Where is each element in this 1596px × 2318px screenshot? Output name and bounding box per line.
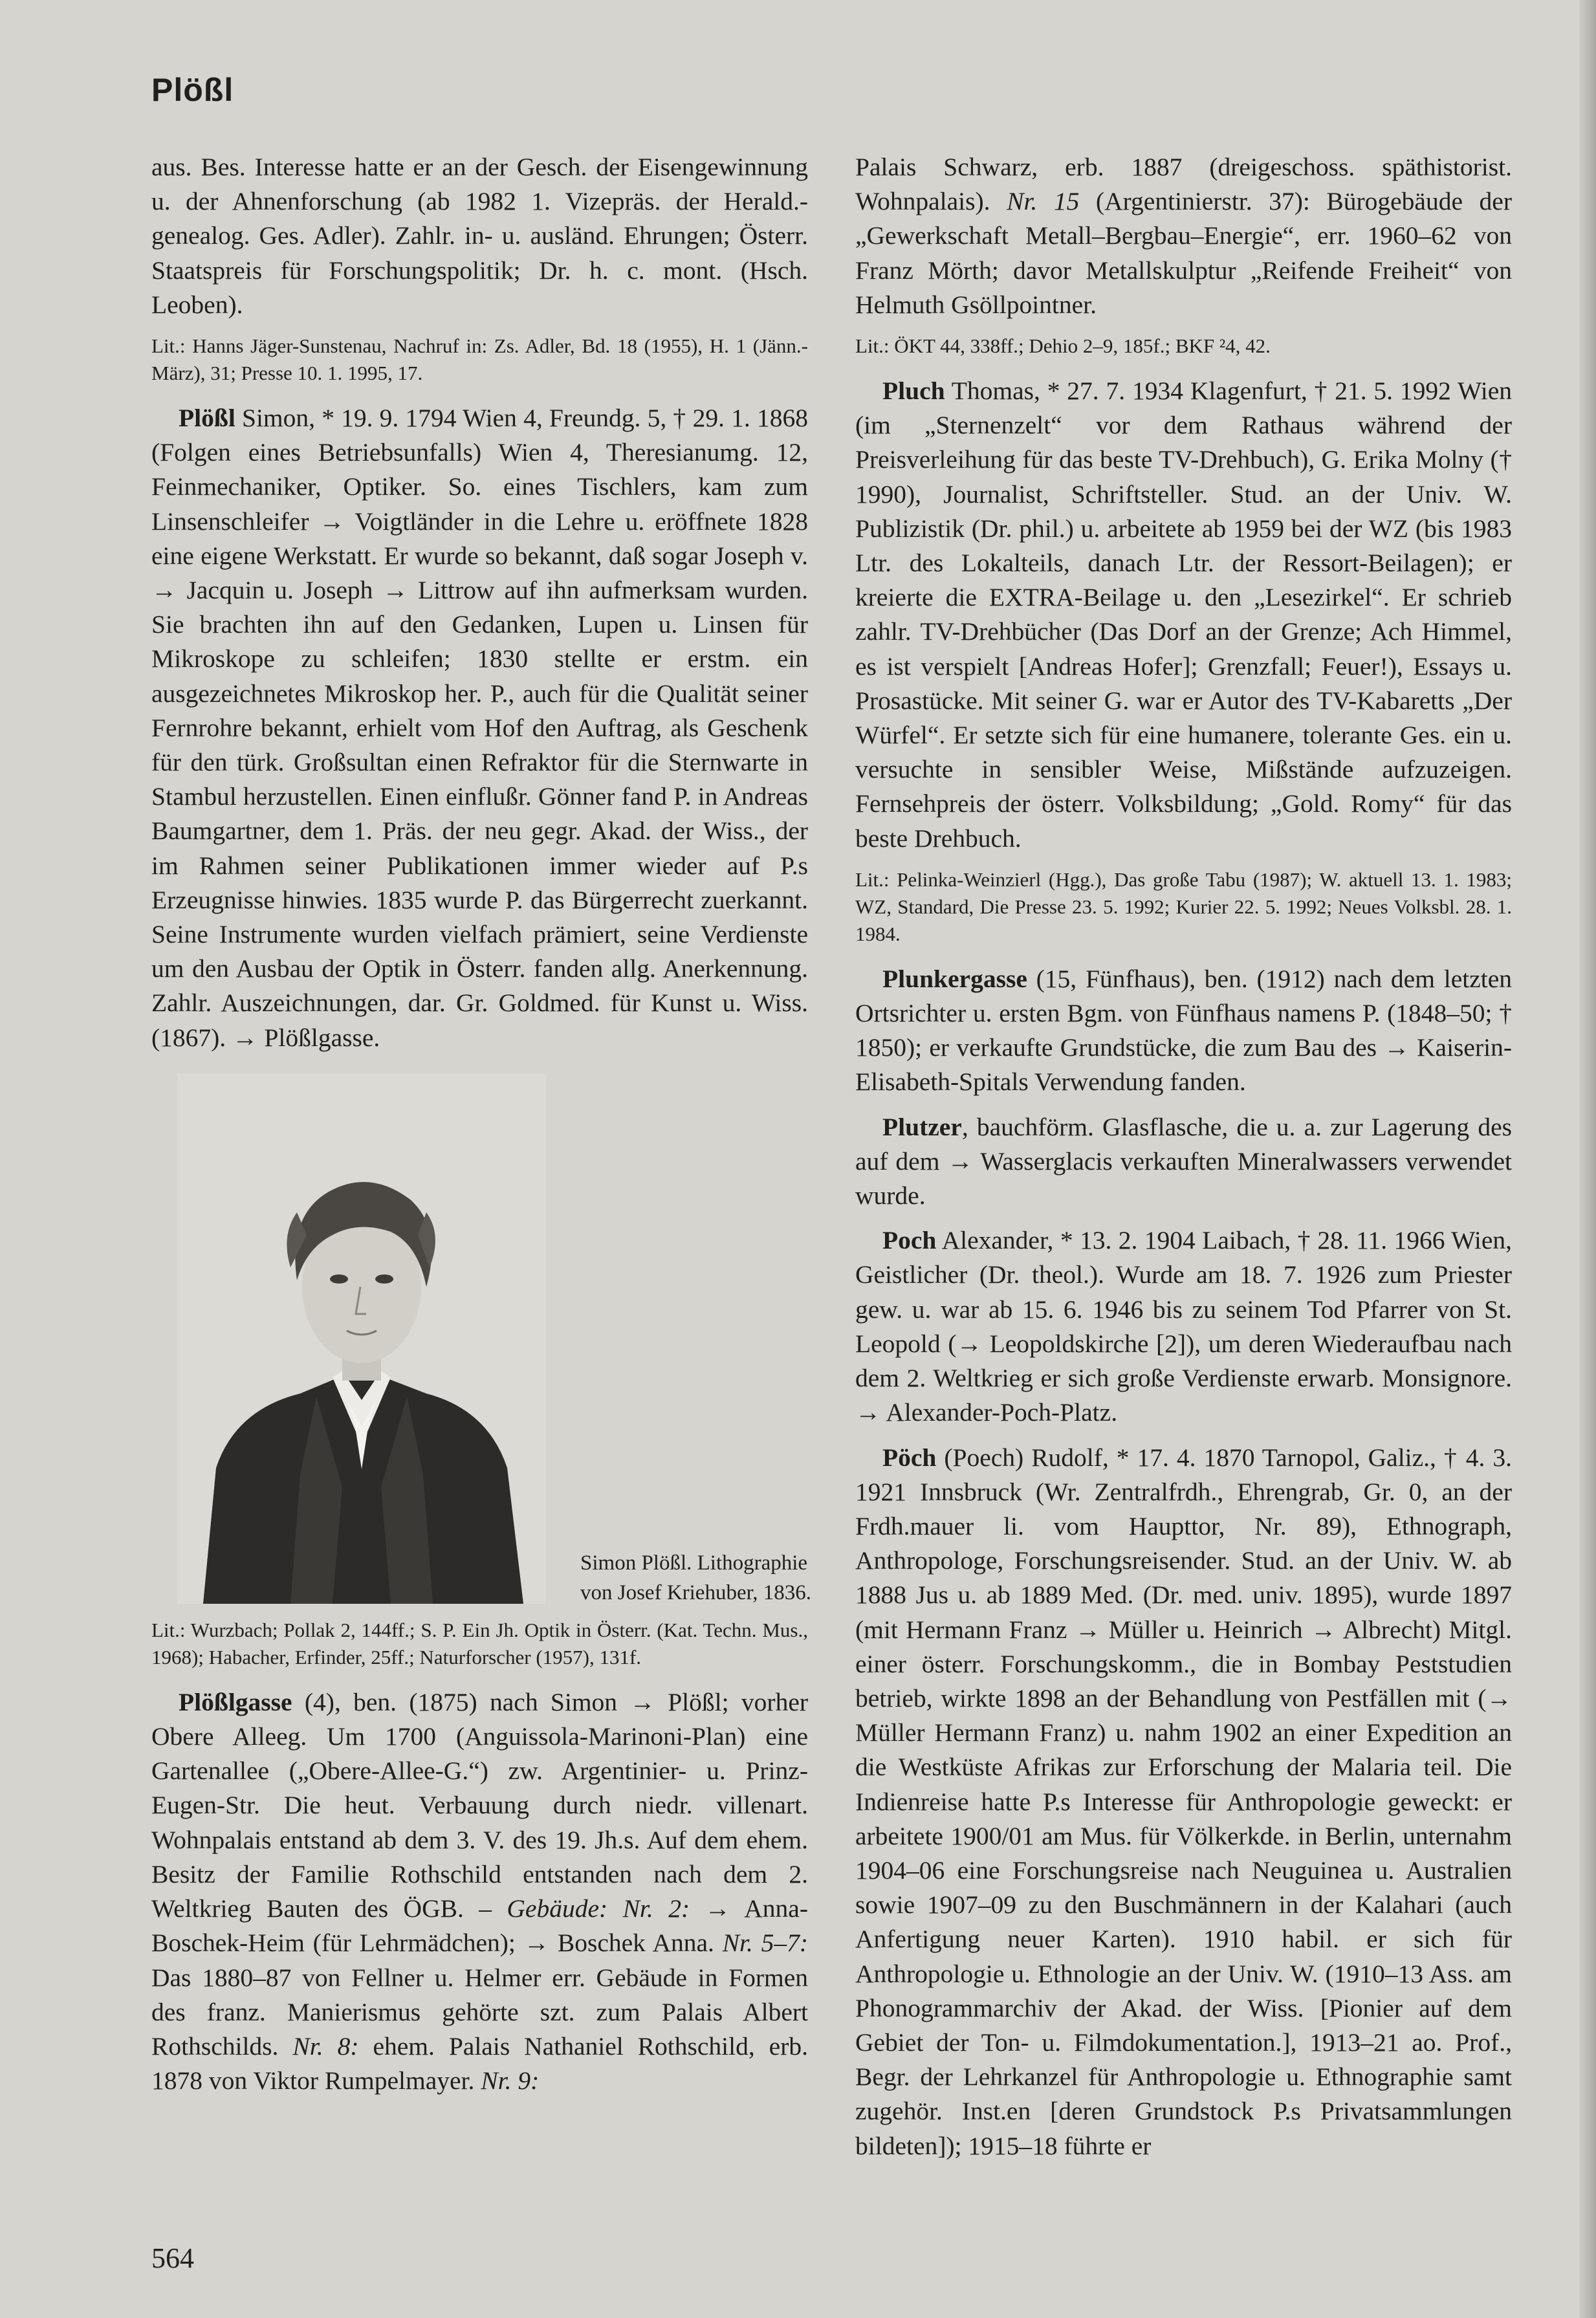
right-column [855,150,1512,2174]
headword: Pluch [882,377,945,406]
entry-text: Thomas, * 27. 7. 1934 Klagenfurt, † 21. 5. 1992 Wien (im „Sternenzelt“ vor dem Rathaus während der Preisverleihung für das beste TV-Drehbuch), G. Erika Molny († 1990), Journalist, Schriftsteller. Stud. an der Univ. W. Publizistik (Dr. phil.) u. arbeitete ab 1959 bei der WZ (bis 1983 Ltr. des Lokalteils, danach Ltr. der Ressort-Beilagen); er kreierte die EXTRA-Beilage u. den „Lesezirkel“. Er schrieb zahlr. TV-Drehbücher (Das Dorf an der Grenze; Ach Himmel, es ist verspielt [Andreas Hofer]; Grenzfall; Feuer!), Essays u. Prosastücke. Mit seiner G. war er Autor des TV-Kabaretts „Der Würfel“. Er setzte sich für eine humanere, tolerante Ges. ein u. versuchte in sensibler Weise, Mißstände aufzuzeigen. Fernsehpreis der österr. Volksbildung; „Gold. Romy“ für das beste Drehbuch. [855,377,1512,853]
literature-note: Lit.: Hanns Jäger-Sunstenau, Nachruf in: Zs. Adler, Bd. 18 (1955), H. 1 (Jänn.-März), 31; Presse 10. 1. 1995, 17. [151,334,808,385]
literature-note: Lit.: Pelinka-Weinzierl (Hgg.), Das große Tabu (1987); W. aktuell 13. 1. 1983; WZ, Standard, Die Presse 23. 5. 1992; Kurier 22. 5. 1992; Neues Volksbl. 28. 1. 1984. [855,868,1512,945]
entry-text: (Poech) Rudolf, * 17. 4. 1870 Tarnopol, Galiz., † 4. 3. 1921 Innsbruck (Wr. Zentralfrdh., Ehrengrab, Gr. 0, an der Frdh.mauer li. vom Haupttor, Nr. 89), Ethnograph, Anthropologe, Forschungsreisender. Stud. an der Univ. W. ab 1888 Jus u. ab 1889 Med. (Dr. med. univ. 1895), wurde 1897 (mit Hermann Franz → Müller u. Heinrich → Albrecht) Mitgl. einer österr. Forschungskomm., die in Bombay Peststudien betrieb, wirkte 1898 an der Behandlung von Pestfällen mit (→ Müller Hermann Franz) u. nahm 1902 an einer Expedition an die Westküste Afrikas zur Erforschung der Malaria teil. Die Indienreise hatte P.s Interesse für Anthropologie geweckt: er arbeitete 1900/01 am Mus. für Völkerkde. in Berlin, unternahm 1904–06 eine Forschungsreise nach Neuguinea u. Australien sowie 1907–09 zu den Buschmännern in der Kalahari (auch Anfertigung neuer Karten). 1910 habil. er sich für Anthropologie u. Ethnologie an der Univ. W. (1910–13 Ass. am Phonogrammarchiv der Akad. der Wiss. [Pionier auf dem Gebiet der Ton- u. Filmdokumentation.], 1913–21 ao. Prof., Begr. der Lehrkanzel für Anthropologie u. Ethnographie samt zugehör. Inst.en [deren Grundstock P.s Privatsammlungen bildeten]); 1915–18 führte er [855,1443,1512,2160]
entry-text: (4), ben. (1875) nach Simon → Plößl; vorher Obere Alleeg. Um 1700 (Anguissola-Marinoni-Plan) eine Gartenallee („Obere-Allee-G.“) zw. Argentinier- u. Prinz-Eugen-Str. Die heut. Verbauung durch niedr. villenart. Wohnpalais entstand ab dem 3. V. des 19. Jh.s. Auf dem ehem. Besitz der Familie Rothschild entstanden nach dem 2. Weltkrieg Bauten des ÖGB. – [151,1687,808,1923]
entry-continuation: aus. Bes. Interesse hatte er an der Gesch. der Eisengewinnung u. der Ahnenforschung (ab 1982 1. Vizepräs. der Herald.-genealog. Ges. Adler). Zahlr. in- u. ausländ. Ehrungen; Österr. Staatspreis für Forschungspolitik; Dr. h. c. mont. (Hsch. Leoben). [151,153,808,319]
entry-text-italic: Nr. 8: [292,2031,359,2061]
headword: Plunkergasse [882,964,1027,993]
entry-text: Das 1880–87 von Fellner u. Helmer err. Gebäude in Formen des franz. Manierismus gehörte szt. zum Palais Albert Rothschilds. [151,1963,808,2061]
literature-note: Lit.: Wurzbach; Pollak 2, 144ff.; S. P. Ein Jh. Optik in Österr. (Kat. Techn. Mus., 1968); Habacher, Erfinder, 25ff.; Naturforscher (1957), 131f. [151,1618,808,1668]
entry-text: (Argentinierstr. 37): Bürogebäude der „Gewerkschaft Metall–Bergbau–Energie“, err. 1960–62 von Franz Mörth; davor Metallskulptur „Reifende Freiheit“ von Helmuth Gsöllpointner. [855,187,1512,319]
entry-text-italic: Nr. 15 [1007,187,1080,216]
headword: Plößlgasse [179,1687,292,1716]
figure-caption: Simon Plößl. Lithographie von Josef Kriehuber, 1836. [580,1551,812,1604]
page-edge [1579,0,1596,2318]
headword: Plutzer [882,1112,962,1141]
entry-poch [855,1223,1512,1430]
figure-portrait [151,1073,812,1610]
running-head: Plößl [151,72,234,108]
entry-text: Simon, * 19. 9. 1794 Wien 4, Freundg. 5, † 29. 1. 1868 (Folgen eines Betriebsunfalls) Wien 4, Theresianumg. 12, Feinmechaniker, Optiker. So. eines Tischlers, kam zum Linsenschleifer → Voigtländer in die Lehre u. eröffnete 1828 eine eigene Werkstatt. Er wurde so bekannt, daß sogar Joseph v. → Jacquin u. Joseph → Littrow auf ihn aufmerksam wurden. Sie brachten ihn auf den Gedanken, Lupen u. Linsen für Mikroskope zu schleifen; 1830 stellte er erstm. ein ausgezeichnetes Mikroskop her. P., auch für die Qualität seiner Fernrohre bekannt, erhielt vom Hof den Auftrag, als Geschenk für den türk. Großsultan einen Refraktor für die Sternwarte in Stambul herzustellen. Einen einflußr. Gönner fand P. in Andreas Baumgartner, dem 1. Präs. der neu gegr. Akad. der Wiss., der im Rahmen seiner Publikationen immer wieder auf P.s Erzeugnisse hinwies. 1835 wurde P. das Bürgerrecht zuerkannt. Seine Instrumente wurden vielfach prämiert, seine Verdienste um den Ausbau der Optik in Österr. fanden allg. Anerkennung. Zahlr. Auszeichnungen, dar. Gr. Goldmed. für Kunst u. Wiss. (1867). → Plößlgasse. [151,404,808,1052]
headword: Plößl [179,404,235,433]
entry-text: (15, Fünfhaus), ben. (1912) nach dem letzten Ortsrichter u. ersten Bgm. von Fünfhaus namens P. (1848–50; † 1850); er verkaufte Grundstücke, die zum Bau des → Kaiserin-Elisabeth-Spitals Verwendung fanden. [855,964,1512,1097]
entry-continuation [855,150,1512,322]
left-column [151,150,812,2108]
entry-ploessl [151,401,808,1055]
entry-text-italic: Nr. 5–7: [722,1929,808,1958]
entry-ploesslgasse [151,1685,808,2098]
entry-poech [855,1441,1512,2163]
entry-text: ehem. Palais Nathaniel Rothschild, erb. 1878 von Viktor Rumpelmayer. [151,2031,808,2095]
entry-text: Alexander, * 13. 2. 1904 Laibach, † 28. 11. 1966 Wien, Geistlicher (Dr. theol.). Wurde am 18. 7. 1926 zum Priester gew. u. war ab 15. 6. 1946 bis zu seinem Tod Pfarrer von St. Leopold (→ Leopoldskirche [2]), um deren Wiederaufbau nach dem 2. Weltkrieg er sich große Verdienste erwarb. Monsignore. → Alexander-Poch-Platz. [855,1226,1512,1427]
entry-text-italic: Gebäude: Nr. 2: [507,1894,690,1923]
entry-plunkergasse [855,962,1512,1100]
page-number: 564 [151,2242,194,2274]
entry-plutzer [855,1110,1512,1214]
entry-text: Palais Schwarz, erb. 1887 (dreigeschoss. späthistorist. Wohnpalais). [855,153,1512,216]
portrait-image [177,1073,546,1604]
literature-note: Lit.: ÖKT 44, 338ff.; Dehio 2–9, 185f.; BKF ²4, 42. [855,334,1271,358]
headword: Pöch [882,1443,937,1472]
headword: Poch [882,1226,937,1255]
entry-text-italic: Nr. 9: [481,2066,540,2095]
entry-pluch [855,374,1512,856]
entry-text: , bauchförm. Glasflasche, die u. a. zur Lagerung des auf dem → Wasserglacis verkauften Mineralwassers verwendet wurde. [855,1112,1512,1210]
entry-text: → Anna-Boschek-Heim (für Lehrmädchen); → Boschek Anna. [151,1894,808,1958]
